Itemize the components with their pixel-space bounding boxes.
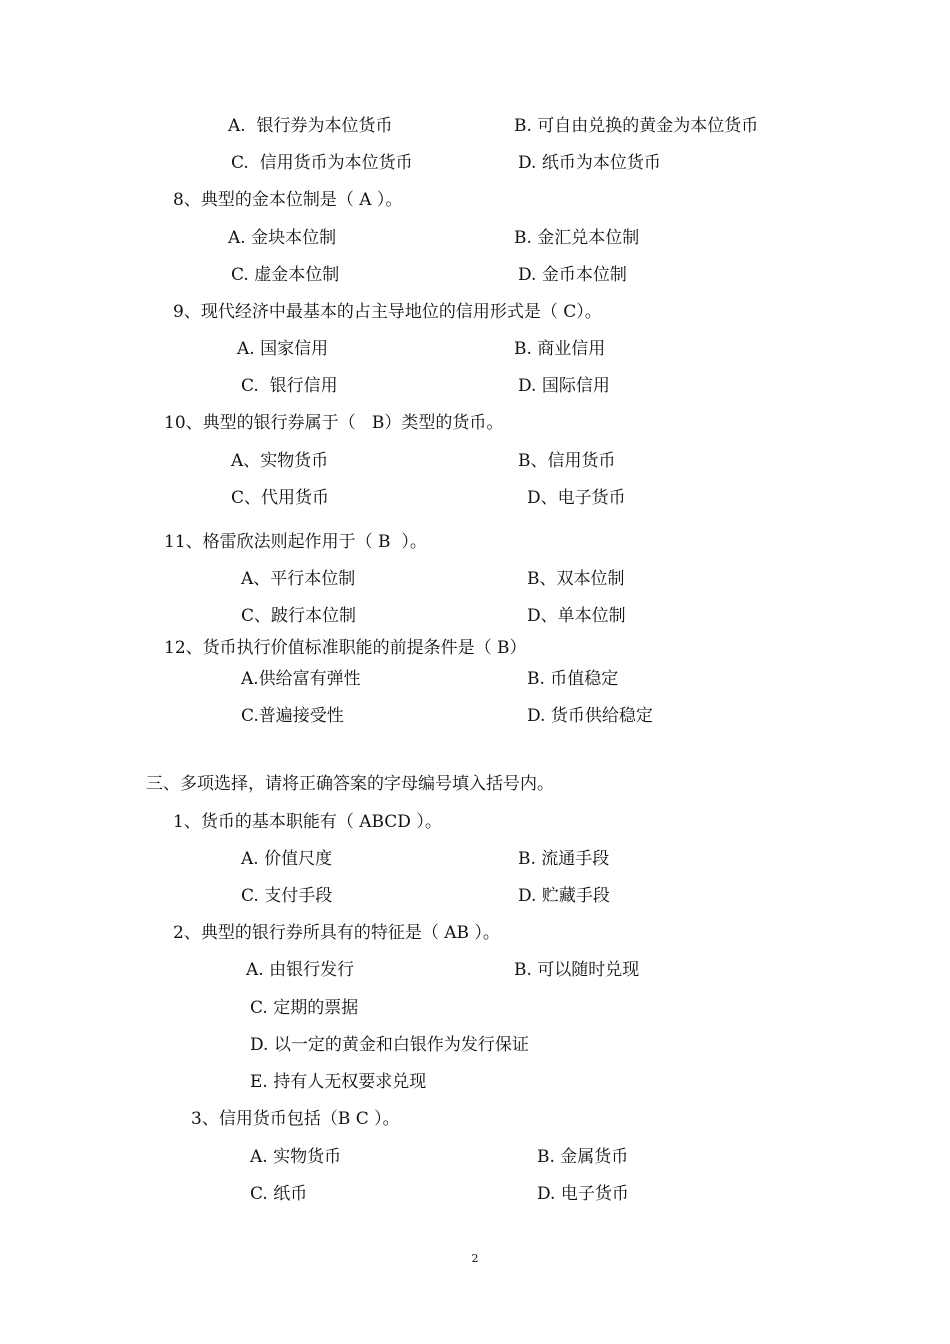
q12-option-a: A.供给富有弹性 [241, 669, 361, 689]
q9-option-c: C. 银行信用 [241, 376, 338, 396]
question-12: 12、货币执行价值标准职能的前提条件是（ B） [164, 638, 527, 658]
q12-option-d: D. 货币供给稳定 [527, 706, 653, 726]
question-9: 9、现代经济中最基本的占主导地位的信用形式是（ C）。 [173, 302, 602, 322]
q12-option-c: C.普遍接受性 [241, 706, 344, 726]
option-d: D. 纸币为本位货币 [518, 153, 661, 173]
m2-option-b: B. 可以随时兑现 [514, 960, 640, 980]
question-10: 10、典型的银行券属于（ B）类型的货币。 [164, 413, 504, 433]
option-b: B. 可自由兑换的黄金为本位货币 [514, 116, 759, 136]
q11-option-c: C、跛行本位制 [241, 606, 357, 626]
m1-option-d: D. 贮藏手段 [518, 886, 610, 906]
q8-option-b: B. 金汇兑本位制 [514, 228, 640, 248]
q12-option-b: B. 币值稳定 [527, 669, 619, 689]
m2-option-e: E. 持有人无权要求兑现 [250, 1072, 427, 1092]
m3-option-a: A. 实物货币 [250, 1147, 342, 1167]
q8-option-d: D. 金币本位制 [518, 265, 627, 285]
m1-option-b: B. 流通手段 [518, 849, 610, 869]
m2-option-a: A. 由银行发行 [246, 960, 355, 980]
q8-option-a: A. 金块本位制 [228, 228, 337, 248]
q11-option-a: A、平行本位制 [241, 569, 356, 589]
m3-option-d: D. 电子货币 [537, 1184, 629, 1204]
multi-question-3: 3、信用货币包括（B C ）。 [191, 1109, 400, 1129]
m3-option-b: B. 金属货币 [537, 1147, 629, 1167]
q10-option-c: C、代用货币 [231, 488, 330, 508]
q9-option-d: D. 国际信用 [518, 376, 610, 396]
m2-option-c: C. 定期的票据 [250, 998, 359, 1018]
m3-option-c: C. 纸币 [250, 1184, 308, 1204]
m1-option-c: C. 支付手段 [241, 886, 333, 906]
multi-question-1: 1、货币的基本职能有（ ABCD ）。 [173, 812, 442, 832]
q10-option-d: D、电子货币 [527, 488, 626, 508]
multi-question-2: 2、典型的银行券所具有的特征是（ AB ）。 [173, 923, 500, 943]
q11-option-d: D、单本位制 [527, 606, 626, 626]
option-a: A. 银行券为本位货币 [228, 116, 393, 136]
page-number: 2 [471, 1252, 479, 1265]
q9-option-b: B. 商业信用 [514, 339, 606, 359]
section-heading: 三、多项选择，请将正确答案的字母编号填入括号内。 [146, 774, 554, 794]
q8-option-c: C. 虚金本位制 [231, 265, 340, 285]
question-11: 11、格雷欣法则起作用于（ B ）。 [164, 532, 427, 552]
q10-option-b: B、信用货币 [518, 451, 616, 471]
m1-option-a: A. 价值尺度 [241, 849, 333, 869]
question-8: 8、典型的金本位制是（ A ）。 [173, 190, 403, 210]
q9-option-a: A. 国家信用 [237, 339, 329, 359]
m2-option-d: D. 以一定的黄金和白银作为发行保证 [250, 1035, 529, 1055]
option-c: C. 信用货币为本位货币 [231, 153, 413, 173]
q11-option-b: B、双本位制 [527, 569, 625, 589]
q10-option-a: A、实物货币 [231, 451, 329, 471]
